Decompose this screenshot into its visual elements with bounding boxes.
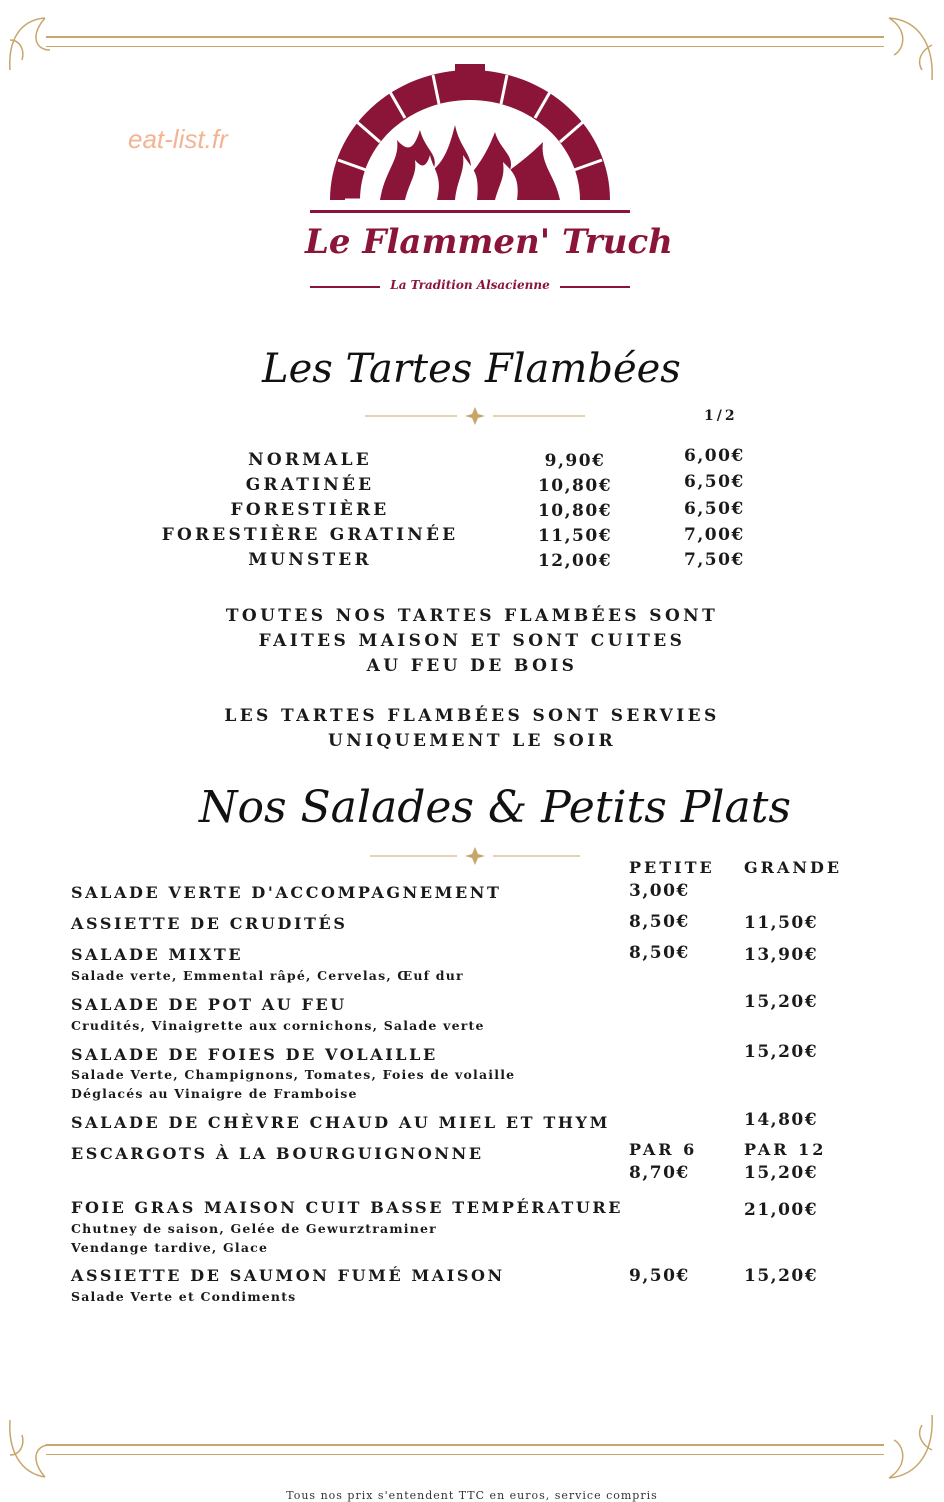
dish-description: Vendange tardive, Glace [71,1240,269,1255]
price-small: 8,50€ [629,943,690,963]
tarte-price: 11,50€ [537,526,613,546]
note-line: TOUTES NOS TARTES FLAMBÉES SONT [225,606,719,626]
price-large: 15,20€ [744,992,819,1012]
gold-divider-icon [365,405,585,427]
price-small: 8,70€ [629,1163,690,1183]
tarte-half-price: 7,00€ [684,525,745,545]
tarte-name: FORESTIÈRE GRATINÉE [161,525,459,545]
tartes-note-evening [0,704,944,754]
dish-description: Chutney de saison, Gelée de Gewurztraminer [71,1221,437,1236]
corner-ornament-icon [884,10,944,85]
logo-tagline: La Tradition Alsacienne [390,278,550,292]
dish-description: Salade Verte, Champignons, Tomates, Foies de volaille [71,1067,516,1082]
portion-small-label: PAR 6 [629,1140,698,1159]
dish-description: Crudités, Vinaigrette aux cornichons, Salade verte [71,1018,485,1033]
tarte-price: 10,80€ [537,476,613,496]
dish-name: SALADE MIXTE [71,945,244,964]
col-header-large: GRANDE [744,858,843,877]
col-header-small: PETITE [629,858,715,877]
tagline-rule-right [560,286,630,288]
note-line: LES TARTES FLAMBÉES SONT SERVIES [224,706,720,726]
price-large: 13,90€ [744,945,819,965]
portion-large-label: PAR 12 [744,1140,827,1159]
note-line: AU FEU DE BOIS [366,656,578,676]
dish-name: SALADE DE POT AU FEU [71,995,347,1014]
half-label: 1/2 [704,408,738,424]
tarte-price: 12,00€ [537,551,613,571]
dish-name: FOIE GRAS MAISON CUIT BASSE TEMPÉRATURE [71,1198,624,1217]
price-small: 8,50€ [629,912,690,932]
tarte-name: NORMALE [248,450,372,470]
section-title-tartes: Les Tartes Flambées [262,346,681,392]
price-small: 3,00€ [629,881,690,901]
corner-ornament-icon [0,10,60,80]
dish-description: Déglacés au Vinaigre de Framboise [71,1086,358,1101]
price-large: 14,80€ [744,1110,819,1130]
footer-note: Tous nos prix s'entendent TTC en euros, service compris [286,1489,658,1502]
price-large: 15,20€ [744,1042,819,1062]
tartes-note-homemade [0,604,944,679]
dish-name: ASSIETTE DE CRUDITÉS [71,914,348,933]
tarte-price: 10,80€ [537,501,613,521]
tarte-name: FORESTIÈRE [230,500,390,520]
price-large: 15,20€ [744,1266,819,1286]
corner-ornament-icon [0,1415,60,1485]
tarte-half-price: 6,00€ [684,446,745,466]
tarte-name: GRATINÉE [245,475,375,495]
note-line: FAITES MAISON ET SONT CUITES [258,631,686,651]
section-title-salades: Nos Salades & Petits Plats [198,782,791,833]
note-line: UNIQUEMENT LE SOIR [328,731,616,751]
price-large: 21,00€ [744,1200,819,1220]
wood-oven-flame-icon [305,60,635,220]
price-large: 11,50€ [744,913,819,933]
watermark: eat-list.fr [128,124,228,154]
gold-divider-icon [370,845,580,867]
price-large: 15,20€ [744,1163,819,1183]
tarte-half-price: 6,50€ [684,499,745,519]
corner-ornament-icon [884,1410,944,1485]
tarte-price: 9,90€ [544,451,606,471]
tarte-half-price: 6,50€ [684,472,745,492]
tarte-name: MUNSTER [248,550,372,570]
dish-name: SALADE DE CHÈVRE CHAUD AU MIEL ET THYM [71,1113,610,1132]
price-small: 9,50€ [629,1266,690,1286]
dish-name: SALADE VERTE D'ACCOMPAGNEMENT [71,883,502,902]
tarte-half-price: 7,50€ [684,550,745,570]
dish-description: Salade Verte et Condiments [71,1289,297,1304]
logo-name: Le Flammen' Truch [305,222,673,262]
dish-name: ESCARGOTS À LA BOURGUIGNONNE [71,1144,484,1163]
dish-name: ASSIETTE DE SAUMON FUMÉ MAISON [71,1266,505,1285]
dish-name: SALADE DE FOIES DE VOLAILLE [71,1045,438,1064]
tagline-rule-left [310,286,380,288]
dish-description: Salade verte, Emmental râpé, Cervelas, Œuf dur [71,968,464,983]
